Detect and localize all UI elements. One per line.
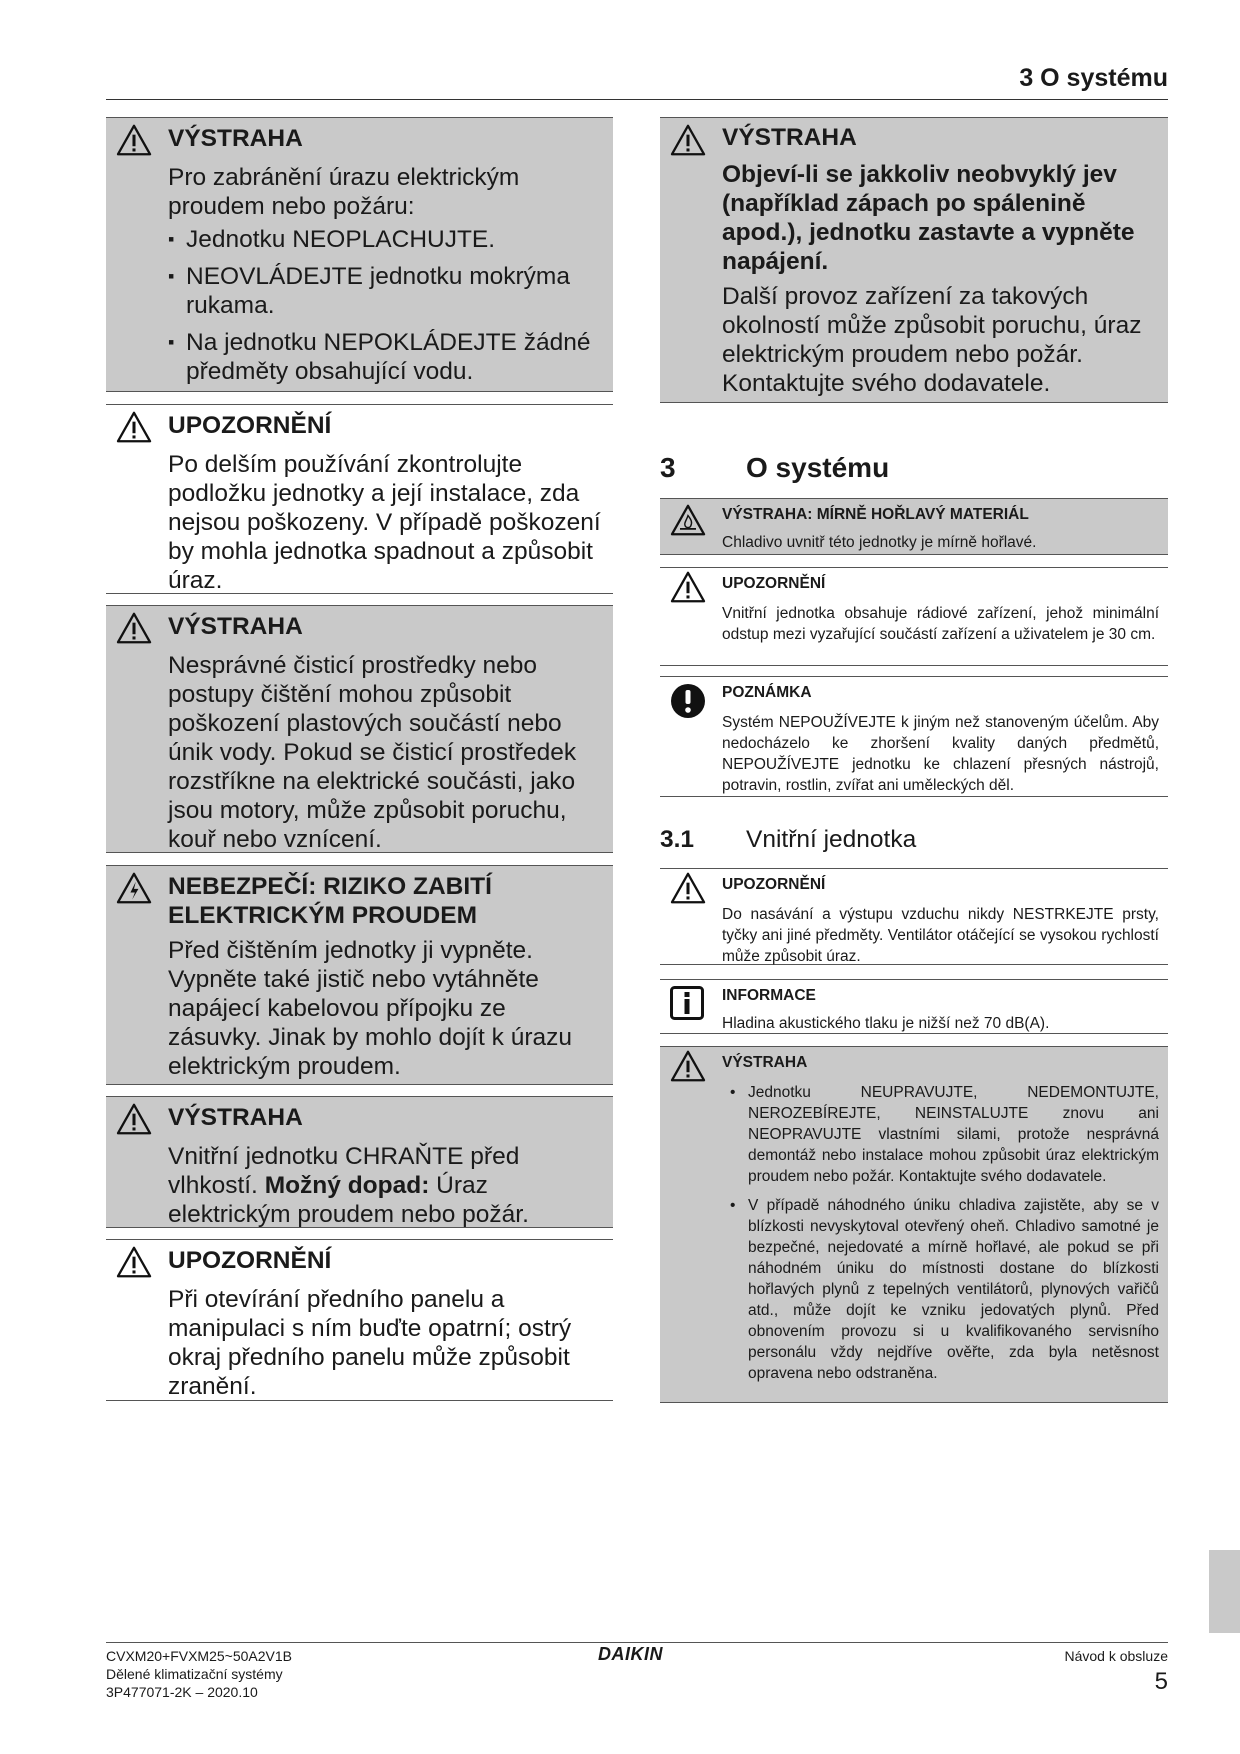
warning-triangle-icon bbox=[670, 872, 706, 904]
footer-rule bbox=[106, 1642, 1168, 1643]
caution-box-radio bbox=[660, 567, 1168, 666]
box-title: INFORMACE bbox=[722, 987, 816, 1004]
box-title: VÝSTRAHA bbox=[168, 1104, 303, 1131]
warning-triangle-icon bbox=[116, 612, 152, 644]
box-text: Vnitřní jednotka obsahuje rádiové zařízení, jehož minimální odstup mezi vyzařující součástí zařízení a uživatelem je 30 cm. bbox=[722, 605, 1159, 643]
exclamation-circle-icon bbox=[670, 683, 706, 719]
flammable-warning-icon bbox=[670, 504, 706, 536]
running-header: 3 O systému bbox=[1019, 64, 1168, 92]
warning-box-cleaning bbox=[106, 605, 613, 853]
bullet-item: ▪ Jednotku NEOPLACHUJTE. bbox=[168, 225, 603, 254]
bullet-item: ▪ NEOVLÁDEJTE jednotku mokrýma rukama. bbox=[168, 262, 603, 320]
warning-triangle-icon bbox=[116, 1103, 152, 1135]
warning-box-abnormal bbox=[660, 117, 1168, 403]
warning-box-electric-shock bbox=[106, 117, 613, 392]
warning-triangle-icon bbox=[116, 1246, 152, 1278]
warning-triangle-icon bbox=[670, 1050, 706, 1082]
footer-manual-title: Návod k obsluze bbox=[1064, 1648, 1168, 1664]
caution-box-front-panel bbox=[106, 1239, 613, 1401]
box-title: UPOZORNĚNÍ bbox=[168, 1247, 332, 1274]
box-text: Systém NEPOUŽÍVEJTE k jiným než stanoveným účelům. Aby nedocházelo ke zhoršení kvality daných předmětů, NEPOUŽÍVEJTE jednotku ke chlazení přesných nástrojů, potravin, rostlin, zvířat ani uměleckých děl. bbox=[722, 714, 1159, 794]
bullet-item: • Jednotku NEUPRAVUJTE, NEDEMONTUJTE, NEROZEBÍREJTE, NEINSTALUJTE znovu ani NEOPRAVUJTE vlastními silami, protože nesprávná demontáž nebo instalace mohou způsobit úraz elektrickým proudem nebo požár. Kontaktujte svého dodavatele. bbox=[730, 1082, 1159, 1187]
box-title: UPOZORNĚNÍ bbox=[722, 575, 826, 592]
warning-box-repair-refrigerant bbox=[660, 1046, 1168, 1403]
warning-triangle-icon bbox=[670, 571, 706, 603]
box-text: Do nasávání a výstupu vzduchu nikdy NESTRKEJTE prsty, tyčky ani jiné předměty. Ventilátor otáčející se vysokou rychlostí může způsobit úraz. bbox=[722, 906, 1159, 965]
page-number: 5 bbox=[1154, 1668, 1168, 1695]
caution-box-mounting bbox=[106, 404, 613, 594]
warning-triangle-icon bbox=[670, 124, 706, 156]
header-rule bbox=[106, 99, 1168, 100]
warning-triangle-icon bbox=[116, 411, 152, 443]
danger-box-electrocution bbox=[106, 865, 613, 1085]
box-text: Vnitřní jednotku CHRAŇTE před vlhkostí. Možný dopad: Úraz elektrickým proudem nebo požár. bbox=[168, 1143, 529, 1228]
box-title: NEBEZPEČÍ: RIZIKO ZABITÍ ELEKTRICKÝM PROUDEM bbox=[168, 873, 492, 929]
warning-box-flammable bbox=[660, 498, 1168, 555]
box-text: Pro zabránění úrazu elektrickým proudem nebo požáru: bbox=[168, 164, 520, 220]
warning-box-humidity bbox=[106, 1096, 613, 1228]
box-text: Před čištěním jednotky ji vypněte. Vypněte také jistič nebo vytáhněte napájecí kabelovou přípojku ze zásuvky. Jinak by mohlo dojít k úrazu elektrickým proudem. bbox=[168, 937, 572, 1080]
info-icon bbox=[670, 986, 704, 1020]
box-title: UPOZORNĚNÍ bbox=[722, 876, 826, 893]
box-text: Po delším používání zkontrolujte podložku jednotky a její instalace, zda nejsou poškozeny. V případě poškození by mohla jednotka spadnout a způsobit úraz. bbox=[168, 451, 601, 594]
box-title: POZNÁMKA bbox=[722, 684, 812, 701]
bullet-item: • V případě náhodného úniku chladiva zajistěte, aby se v blízkosti nevyskytoval otevřený oheň. Chladivo samotné je bezpečné, nejedovaté a mírně hořlavé, ale pokud se při náhodném úniku do místnosti dostane do blízkosti hořlavých plynů z tepelných ventilátorů, plynových vařičů atd., může dojít ke vzniku jedovatých plynů. Před obnovením provozu si u kvalifikovaného servisního personálu vždy nejdříve ověřte, zda byla netěsnost opravena nebo odstraněna. bbox=[730, 1195, 1159, 1384]
footer-doc-code: 3P477071-2K – 2020.10 bbox=[106, 1684, 258, 1700]
box-bold-text: Objeví-li se jakkoliv neobvyklý jev (například zápach po spálenině apod.), jednotku zastavte a vypněte napájení. bbox=[722, 161, 1135, 275]
electric-hazard-icon bbox=[116, 872, 152, 904]
caution-box-air-intake bbox=[660, 868, 1168, 965]
chapter-thumb-tab bbox=[1209, 1550, 1240, 1633]
box-text: Chladivo uvnitř této jednotky je mírně hořlavé. bbox=[722, 534, 1037, 551]
box-text: Nesprávné čisticí prostředky nebo postupy čištění mohou způsobit poškození plastových součástí nebo únik vody. Pokud se čisticí prostředek rozstříkne na elektrické součásti, jako jsou motory, může způsobit poruchu, kouř nebo vznícení. bbox=[168, 652, 577, 853]
box-title: VÝSTRAHA bbox=[722, 124, 857, 151]
box-text: Hladina akustického tlaku je nižší než 70 dB(A). bbox=[722, 1015, 1050, 1032]
box-title: VÝSTRAHA bbox=[168, 613, 303, 640]
box-text: Při otevírání předního panelu a manipulaci s ním buďte opatrní; ostrý okraj předního panelu může způsobit zranění. bbox=[168, 1286, 572, 1400]
footer-subtitle: Dělené klimatizační systémy bbox=[106, 1666, 283, 1682]
box-title: VÝSTRAHA bbox=[722, 1054, 808, 1071]
daikin-logo: DAIKIN bbox=[598, 1644, 663, 1664]
info-box-noise bbox=[660, 979, 1168, 1034]
box-title: VÝSTRAHA: MÍRNĚ HOŘLAVÝ MATERIÁL bbox=[722, 506, 1029, 523]
note-box-usage bbox=[660, 676, 1168, 797]
footer-model: CVXM20+FVXM25~50A2V1B bbox=[106, 1648, 292, 1664]
bullet-item: ▪ Na jednotku NEPOKLÁDEJTE žádné předměty obsahující vodu. bbox=[168, 328, 603, 386]
box-text: Další provoz zařízení za takových okolností může způsobit poruchu, úraz elektrickým proudem nebo požár. Kontaktujte svého dodavatele. bbox=[722, 283, 1142, 397]
box-title: UPOZORNĚNÍ bbox=[168, 412, 332, 439]
warning-triangle-icon bbox=[116, 124, 152, 156]
box-title: VÝSTRAHA bbox=[168, 125, 303, 152]
